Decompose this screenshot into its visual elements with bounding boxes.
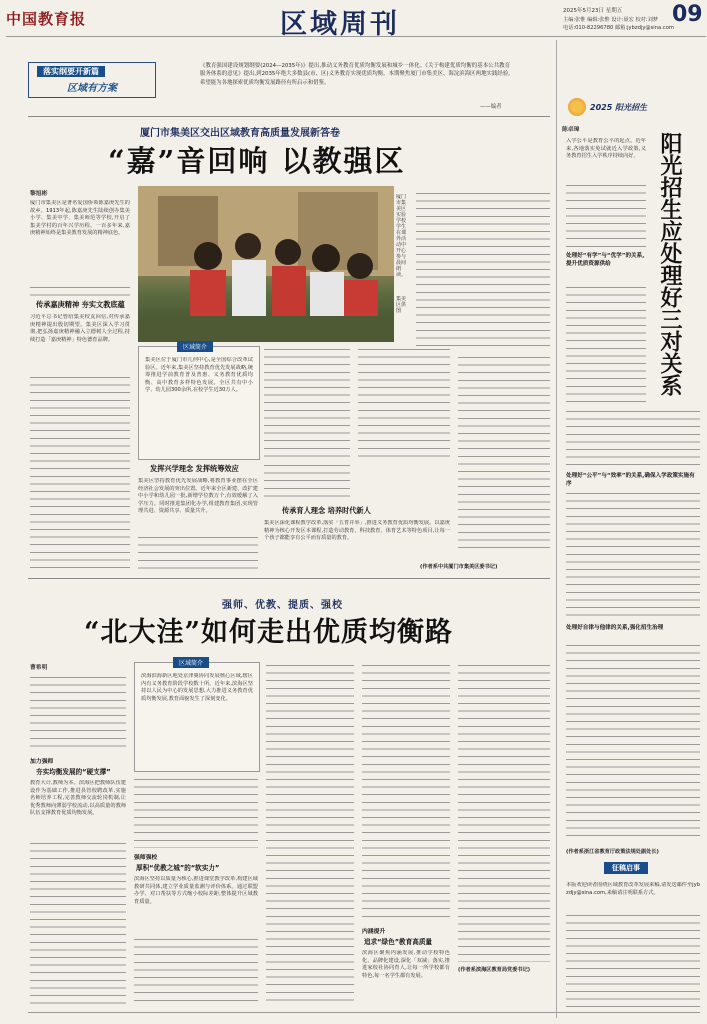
page-number: 09 [672,2,703,27]
right-subhead-3: 处理好自律与他律的关系,强化招生治理 [566,625,664,631]
story2-text-body [30,840,126,1006]
sunshine-badge [568,98,698,118]
story2-subhead-1: 加力强师 [30,759,54,765]
story2-intro-box [134,662,260,772]
story1-subhead-3: 传承育人理念 培养时代新人 [282,506,371,515]
masthead-contact: 电话:010-82296780 邮箱:jybzdjy@sina.com [563,25,674,31]
story1-text-body [458,354,550,504]
story1-text-body [264,346,350,458]
bottom-rule [28,1012,700,1013]
section-title: 区域周刊 [280,9,400,40]
story2-text-body [134,936,258,1006]
story1-box-text: 集美区位于厦门市几何中心,是全国综合改革试验区。近年来,集美区坚持教育优先发展战略,统筹推进学前教育普及普惠、义务教育优质均衡、高中教育多样特色发展。全区共有中小学、幼儿园300余所,在校学生近30万人。 [145,357,253,394]
right-column-divider [556,40,557,1018]
story1-kicker: 厦门市集美区交出区域教育高质量发展新答卷 [140,128,340,139]
reader-notice-label: 征稿启事 [604,862,648,874]
story1-text-body [416,190,550,350]
sunshine-icon [568,98,586,116]
story2-text-body [266,662,354,1006]
story1-text-body [264,462,350,502]
story1-text-body [30,374,130,574]
story1-paragraph-3: 集美区坚持教育优先发展战略,将教育事业摆在全区经济社会发展的突出位置。近年来全区新建、改扩建中小学和幼儿园一批,新增学位数万个,有效缓解了入学压力。同时推进集团化办学,组建教育集团,实现管理共进、资源共享、质量共升。 [138,478,258,515]
story1-text-body [458,506,550,554]
story1-author-note: (作者系中共厦门市集美区委书记) [420,564,498,570]
column-logo-bottom: 区域有方案 [67,83,117,94]
story2-paragraph-3: 滨海区聚焦内涵发展,推动学校特色化、品牌化建设,深化「双减」落实,推进家校社协同育人,让每一所学校都有特色,每一名学生都有发展。 [362,950,450,979]
right-text-body [566,490,700,620]
banner-rule [28,116,550,117]
story1-photo [138,186,394,342]
right-column-headline: 阳光招生应处理好三对关系 [657,132,683,396]
right-author-note: (作者系浙江省教育厅政策法规处副处长) [566,849,659,855]
story2-subhead-3: 内涵提升 [362,929,386,935]
story1-photo-credit: 集美区供图 [396,296,406,314]
story1-text-body [30,284,130,298]
story1-paragraph-2: 习近平总书记曾给集美校友回信,对传承嘉庚精神提出殷切期望。集美区深入学习贯彻,把弘扬嘉庚精神融入立德树人全过程,持续打造「嘉庚精神」特色德育品牌。 [30,314,130,343]
students-photo-illustration [138,186,394,342]
story2-box-text: 滨海滨海新区地处京津冀协同发展核心区域,辖区内有义务教育阶段学校数十所。近年来,滨海区坚持以人民为中心的发展思想,大力推进义务教育优质均衡发展,教育面貌发生了深刻变化。 [141,673,253,702]
reader-notice-text: 本版欢迎读者围绕区域教育改革发展来稿,请发送邮件至jybzdjy@sina.com,来稿请注明联系方式。 [566,882,700,896]
mid-rule [28,578,550,579]
story1-subhead-1: 传承嘉庚精神 夯实文教底蕴 [36,300,125,309]
right-text-body [566,284,646,404]
masthead-editors: 主编:张惟 编辑:张惟 设计:聂宏 校对:刘梦 [563,17,658,23]
story1-subhead-2: 发挥兴学理念 发挥统筹效应 [150,464,239,473]
reader-notice-label-wrap [592,862,672,876]
story1-headline: “嘉”音回响 以教强区 [108,144,406,178]
right-column-byline: 陈卓璋 [562,127,580,133]
story1-box-label: 区域简介 [177,341,213,352]
story2-subhead-3b: 追求“绿色”教育高质量 [364,938,433,946]
story2-text-body [134,776,258,848]
story2-paragraph-2: 滨海区坚持以质量为核心,推进课堂教学改革,构建区域教研共同体,建立学业质量监测与评价体系。通过联盟办学、对口帮扶等方式缩小校际差距,整体提升区域教育质量。 [134,876,258,905]
story2-paragraph-1: 教育大计,教师为本。滨海区把教师队伍建设作为基础工作,推进县管校聘改革,实施名师培养工程,完善教师交流轮岗机制,让优秀教师向薄弱学校流动,以高质量的教师队伍支撑教育优质均衡发展。 [30,780,126,817]
right-text-body [566,408,700,468]
sunshine-badge-text: 2025 阳光招生 [590,103,648,112]
story2-box-label: 区域简介 [173,657,209,668]
story2-author-note: (作者系滨海区教育局党委书记) [458,967,531,973]
story1-byline: 黎旭彬 [30,191,48,197]
story1-text-body [358,346,450,458]
right-text-body [566,182,646,248]
story2-byline: 曹希明 [30,665,48,671]
story2-text-body [458,662,550,962]
right-paragraph-1: 入学公平是教育公平的起点。近年来,各地落实免试就近入学政策,义务教育招生入学秩序持续向好。 [566,138,646,160]
story2-kicker: 强师、优教、提质、强校 [222,600,343,611]
story1-intro-box [138,346,260,460]
right-text-body [566,642,700,842]
story2-text-body [30,674,126,752]
story2-subhead-2b: 厚积“优教之城”的“软实力” [136,864,220,872]
story2-subhead-2: 强师强校 [134,855,158,861]
masthead-paper-name: 中国教育报 [6,10,87,28]
right-subhead-1: 处理好“有学”与“优学”的关系,提升优质资源供给 [566,253,645,267]
banner-intro-signature: ——编者 [480,104,502,110]
story1-paragraph-1: 厦门市集美区是著名爱国侨领陈嘉庚先生的故乡。1913年起,陈嘉庚先生陆续创办集美小学、集美中学、集美师范等学校,开启了集美学村的百年兴学历程。一百多年来,嘉庚精神始终是集美教育发展的精神底色。 [30,200,130,237]
column-logo-top: 落实纲要开新篇 [37,66,105,77]
banner-intro: 《教育强国建设规划纲要(2024—2035年)》提出,推动义务教育优质均衡发展和城乡一体化。《关于构建优质均衡的基本公共教育服务体系的意见》提出,到2035年绝大多数县(市、区)义务教育实现优质均衡。本期聚焦厦门市集美区、海淀滨海区两地实践经验,希望能为各地探索优质均衡发展路径有所启示和借鉴。 [200,63,510,86]
story1-text-body [138,534,258,574]
story2-headline: “北大洼”如何走出优质均衡路 [84,617,454,648]
story2-subhead-1b: 夯实均衡发展的“硬支撑” [36,768,111,776]
story2-text-body [362,662,450,922]
story1-photo-caption: 厦门市集美区实验学校学生在课外活动中开心参与晨间朗读。 [396,194,406,278]
right-subhead-2: 处理好“公平”与“效率”的关系,确保入学政策实施有序 [566,473,695,487]
story1-paragraph-4: 集美区深化课程教学改革,落实「五育并举」,推进义务教育优质均衡发展。以嘉庚精神为核心开发区本课程,打造劳动教育、科技教育、体育艺术等特色项目,让每一个孩子都能享有公平而有质量的教育。 [264,520,450,542]
column-logo [28,62,156,98]
reader-notice-body [566,912,700,1008]
masthead-date: 2025年5月23日 星期五 [563,8,623,14]
